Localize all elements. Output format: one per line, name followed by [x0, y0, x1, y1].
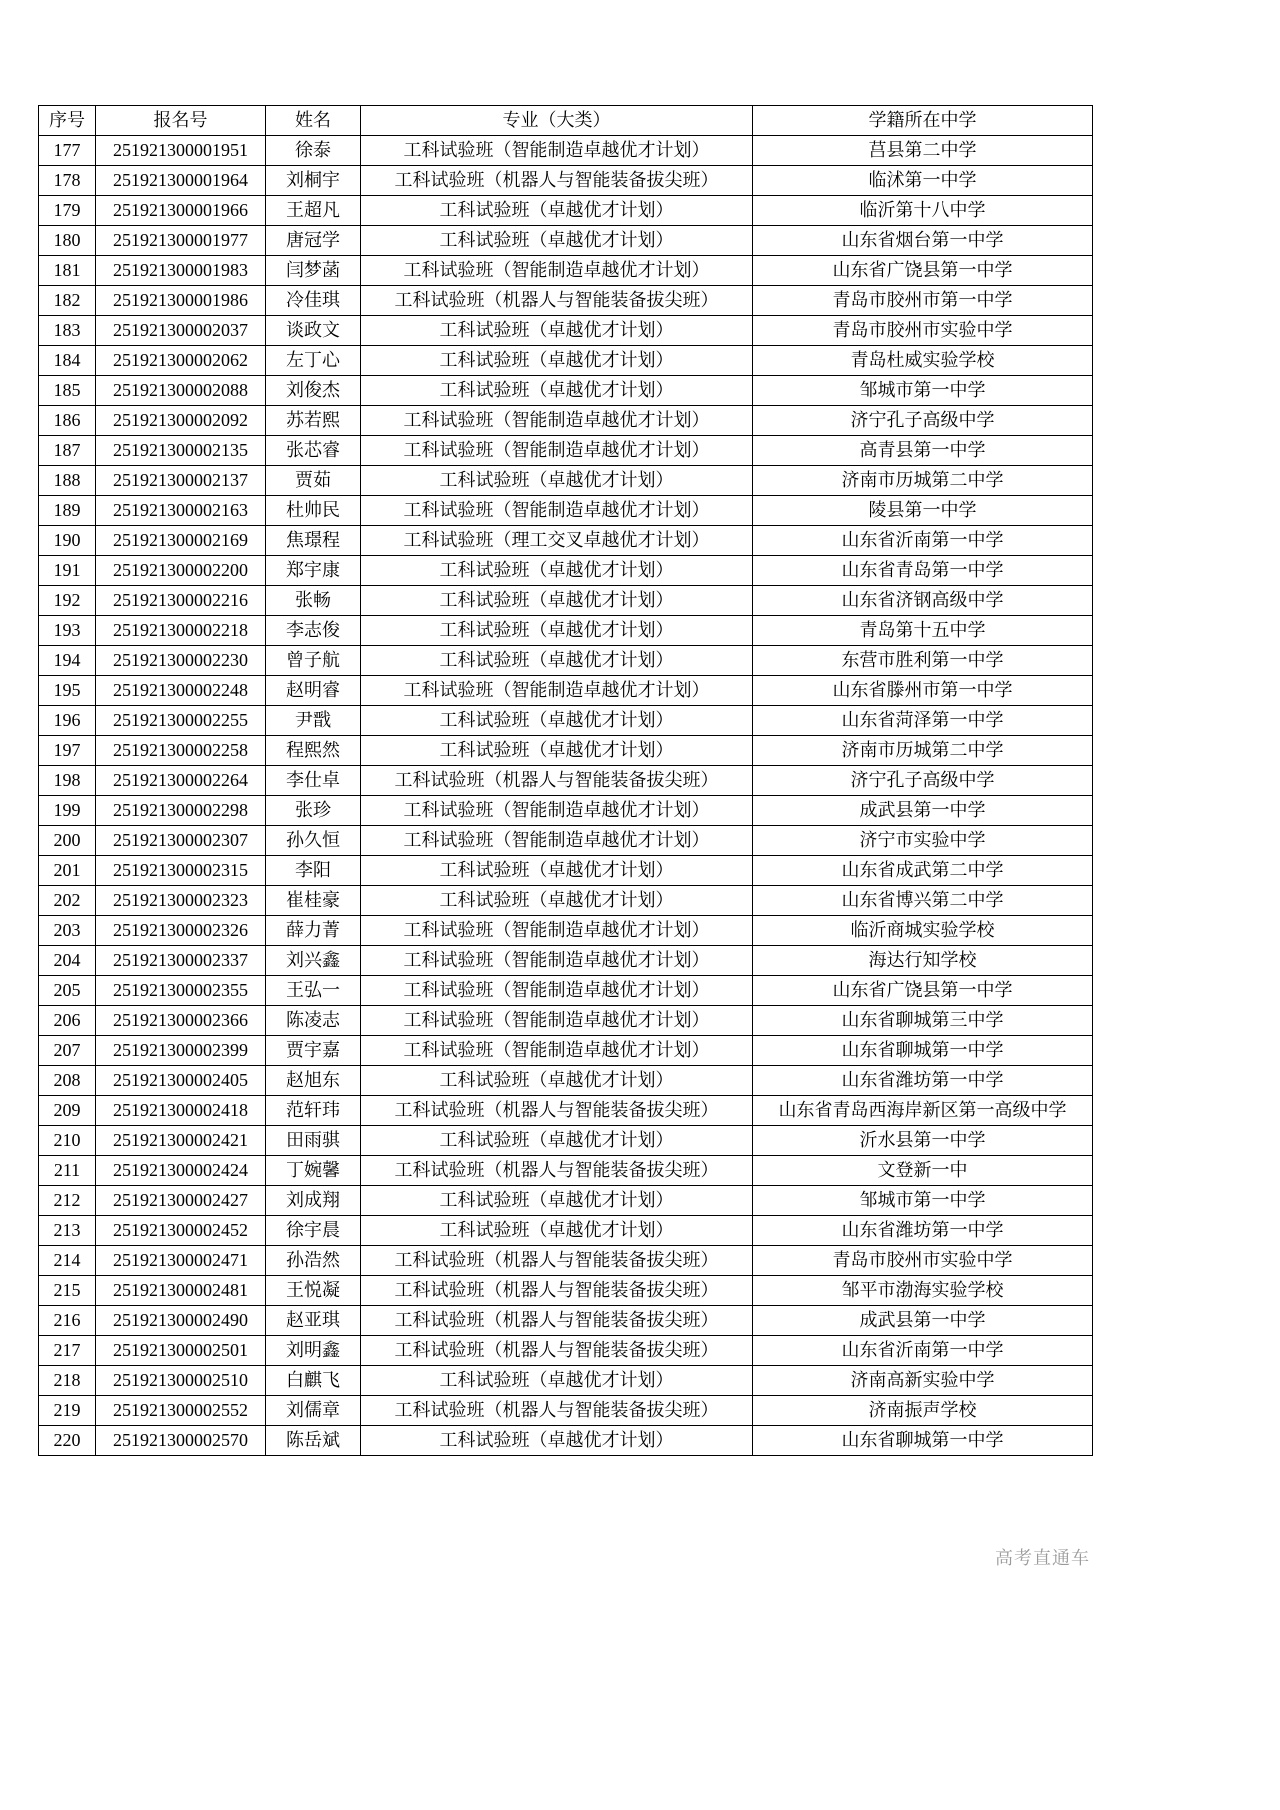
cell-major: 工科试验班（卓越优才计划）: [361, 316, 753, 346]
cell-major: 工科试验班（机器人与智能装备拔尖班）: [361, 766, 753, 796]
table-row: [39, 1036, 1093, 1066]
cell-major: 工科试验班（机器人与智能装备拔尖班）: [361, 1156, 753, 1186]
table-row: [39, 946, 1093, 976]
cell-index: 195: [39, 676, 96, 706]
cell-major: 工科试验班（智能制造卓越优才计划）: [361, 136, 753, 166]
table-row: [39, 286, 1093, 316]
table-row: [39, 886, 1093, 916]
cell-major: 工科试验班（卓越优才计划）: [361, 1426, 753, 1456]
cell-school: 青岛第十五中学: [753, 616, 1093, 646]
cell-major: 工科试验班（机器人与智能装备拔尖班）: [361, 1276, 753, 1306]
table-row: [39, 136, 1093, 166]
cell-major: 工科试验班（智能制造卓越优才计划）: [361, 436, 753, 466]
cell-name: 刘儒章: [266, 1396, 361, 1426]
cell-index: 177: [39, 136, 96, 166]
cell-name: 田雨骐: [266, 1126, 361, 1156]
cell-name: 杜帅民: [266, 496, 361, 526]
table-row: [39, 376, 1093, 406]
cell-school: 山东省潍坊第一中学: [753, 1066, 1093, 1096]
table-row: [39, 406, 1093, 436]
cell-regno: 251921300002137: [96, 466, 266, 496]
cell-index: 212: [39, 1186, 96, 1216]
cell-name: 苏若熙: [266, 406, 361, 436]
cell-index: 184: [39, 346, 96, 376]
cell-name: 程熙然: [266, 736, 361, 766]
cell-school: 莒县第二中学: [753, 136, 1093, 166]
cell-name: 徐宇晨: [266, 1216, 361, 1246]
cell-index: 204: [39, 946, 96, 976]
cell-regno: 251921300002258: [96, 736, 266, 766]
cell-regno: 251921300002255: [96, 706, 266, 736]
cell-regno: 251921300002366: [96, 1006, 266, 1036]
table-row: [39, 1156, 1093, 1186]
cell-name: 孙久恒: [266, 826, 361, 856]
table-row: [39, 526, 1093, 556]
cell-major: 工科试验班（卓越优才计划）: [361, 586, 753, 616]
cell-name: 张珍: [266, 796, 361, 826]
cell-name: 王弘一: [266, 976, 361, 1006]
cell-index: 220: [39, 1426, 96, 1456]
cell-school: 山东省广饶县第一中学: [753, 256, 1093, 286]
cell-name: 刘俊杰: [266, 376, 361, 406]
cell-regno: 251921300002421: [96, 1126, 266, 1156]
cell-major: 工科试验班（卓越优才计划）: [361, 376, 753, 406]
cell-major: 工科试验班（智能制造卓越优才计划）: [361, 496, 753, 526]
cell-name: 刘桐宇: [266, 166, 361, 196]
cell-school: 山东省成武第二中学: [753, 856, 1093, 886]
cell-index: 196: [39, 706, 96, 736]
cell-index: 213: [39, 1216, 96, 1246]
cell-index: 181: [39, 256, 96, 286]
cell-school: 济宁孔子高级中学: [753, 406, 1093, 436]
cell-school: 济南市历城第二中学: [753, 736, 1093, 766]
table-row: [39, 1396, 1093, 1426]
cell-name: 孙浩然: [266, 1246, 361, 1276]
cell-name: 张芯睿: [266, 436, 361, 466]
cell-major: 工科试验班（智能制造卓越优才计划）: [361, 796, 753, 826]
table-row: [39, 1096, 1093, 1126]
cell-major: 工科试验班（卓越优才计划）: [361, 1066, 753, 1096]
cell-major: 工科试验班（卓越优才计划）: [361, 1366, 753, 1396]
cell-major: 工科试验班（机器人与智能装备拔尖班）: [361, 1096, 753, 1126]
cell-major: 工科试验班（机器人与智能装备拔尖班）: [361, 1306, 753, 1336]
cell-school: 山东省沂南第一中学: [753, 1336, 1093, 1366]
table-row: [39, 1246, 1093, 1276]
cell-index: 191: [39, 556, 96, 586]
table-row: [39, 676, 1093, 706]
table-row: [39, 826, 1093, 856]
cell-name: 赵明睿: [266, 676, 361, 706]
table-row: [39, 856, 1093, 886]
cell-name: 刘成翔: [266, 1186, 361, 1216]
table-row: [39, 196, 1093, 226]
cell-major: 工科试验班（卓越优才计划）: [361, 1126, 753, 1156]
cell-index: 192: [39, 586, 96, 616]
cell-regno: 251921300002490: [96, 1306, 266, 1336]
table-row: [39, 976, 1093, 1006]
table-header-row: [39, 106, 1093, 136]
cell-regno: 251921300002218: [96, 616, 266, 646]
cell-name: 刘明鑫: [266, 1336, 361, 1366]
cell-major: 工科试验班（卓越优才计划）: [361, 646, 753, 676]
cell-school: 济南高新实验中学: [753, 1366, 1093, 1396]
cell-major: 工科试验班（机器人与智能装备拔尖班）: [361, 286, 753, 316]
cell-school: 临沭第一中学: [753, 166, 1093, 196]
cell-regno: 251921300001951: [96, 136, 266, 166]
table-row: [39, 1066, 1093, 1096]
cell-regno: 251921300002552: [96, 1396, 266, 1426]
cell-name: 赵亚琪: [266, 1306, 361, 1336]
cell-regno: 251921300002307: [96, 826, 266, 856]
roster-table-container: [38, 105, 1092, 1456]
cell-regno: 251921300002427: [96, 1186, 266, 1216]
cell-major: 工科试验班（理工交叉卓越优才计划）: [361, 526, 753, 556]
watermark-text: 高考直通车: [995, 1548, 1090, 1568]
cell-school: 山东省青岛第一中学: [753, 556, 1093, 586]
table-row: [39, 916, 1093, 946]
cell-index: 205: [39, 976, 96, 1006]
table-row: [39, 256, 1093, 286]
cell-index: 218: [39, 1366, 96, 1396]
header-major: 专业（大类）: [361, 106, 753, 136]
cell-regno: 251921300002405: [96, 1066, 266, 1096]
cell-regno: 251921300002418: [96, 1096, 266, 1126]
cell-school: 高青县第一中学: [753, 436, 1093, 466]
table-body: [39, 136, 1093, 1456]
table-row: [39, 766, 1093, 796]
cell-index: 209: [39, 1096, 96, 1126]
cell-index: 186: [39, 406, 96, 436]
cell-name: 李志俊: [266, 616, 361, 646]
cell-school: 山东省济钢高级中学: [753, 586, 1093, 616]
cell-major: 工科试验班（卓越优才计划）: [361, 556, 753, 586]
cell-name: 贾宇嘉: [266, 1036, 361, 1066]
roster-table: [38, 105, 1093, 1456]
table-row: [39, 166, 1093, 196]
table-row: [39, 586, 1093, 616]
table-row: [39, 1366, 1093, 1396]
cell-major: 工科试验班（机器人与智能装备拔尖班）: [361, 1336, 753, 1366]
cell-major: 工科试验班（机器人与智能装备拔尖班）: [361, 1396, 753, 1426]
cell-school: 青岛市胶州市实验中学: [753, 316, 1093, 346]
cell-regno: 251921300002399: [96, 1036, 266, 1066]
cell-name: 白麒飞: [266, 1366, 361, 1396]
cell-index: 206: [39, 1006, 96, 1036]
table-row: [39, 1186, 1093, 1216]
cell-name: 陈岳斌: [266, 1426, 361, 1456]
cell-index: 215: [39, 1276, 96, 1306]
cell-regno: 251921300002355: [96, 976, 266, 1006]
cell-name: 赵旭东: [266, 1066, 361, 1096]
cell-regno: 251921300002481: [96, 1276, 266, 1306]
cell-regno: 251921300002230: [96, 646, 266, 676]
cell-school: 成武县第一中学: [753, 1306, 1093, 1336]
cell-major: 工科试验班（智能制造卓越优才计划）: [361, 676, 753, 706]
table-row: [39, 436, 1093, 466]
cell-index: 203: [39, 916, 96, 946]
cell-school: 青岛杜威实验学校: [753, 346, 1093, 376]
table-row: [39, 646, 1093, 676]
cell-index: 200: [39, 826, 96, 856]
cell-school: 青岛市胶州市第一中学: [753, 286, 1093, 316]
cell-index: 189: [39, 496, 96, 526]
cell-major: 工科试验班（机器人与智能装备拔尖班）: [361, 166, 753, 196]
cell-index: 193: [39, 616, 96, 646]
cell-major: 工科试验班（智能制造卓越优才计划）: [361, 916, 753, 946]
cell-name: 尹戬: [266, 706, 361, 736]
cell-school: 山东省聊城第一中学: [753, 1036, 1093, 1066]
cell-name: 谈政文: [266, 316, 361, 346]
cell-name: 曾子航: [266, 646, 361, 676]
cell-index: 183: [39, 316, 96, 346]
table-row: [39, 1306, 1093, 1336]
cell-name: 李仕卓: [266, 766, 361, 796]
table-row: [39, 496, 1093, 526]
header-index: 序号: [39, 106, 96, 136]
cell-index: 198: [39, 766, 96, 796]
cell-index: 214: [39, 1246, 96, 1276]
cell-name: 王悦凝: [266, 1276, 361, 1306]
cell-regno: 251921300002315: [96, 856, 266, 886]
cell-regno: 251921300002424: [96, 1156, 266, 1186]
cell-school: 济南市历城第二中学: [753, 466, 1093, 496]
cell-index: 219: [39, 1396, 96, 1426]
cell-index: 210: [39, 1126, 96, 1156]
table-row: [39, 316, 1093, 346]
cell-index: 211: [39, 1156, 96, 1186]
cell-school: 海达行知学校: [753, 946, 1093, 976]
table-row: [39, 1126, 1093, 1156]
cell-name: 范轩玮: [266, 1096, 361, 1126]
header-name: 姓名: [266, 106, 361, 136]
cell-index: 180: [39, 226, 96, 256]
cell-index: 187: [39, 436, 96, 466]
cell-regno: 251921300001986: [96, 286, 266, 316]
cell-major: 工科试验班（智能制造卓越优才计划）: [361, 256, 753, 286]
cell-regno: 251921300002471: [96, 1246, 266, 1276]
cell-school: 山东省聊城第三中学: [753, 1006, 1093, 1036]
cell-major: 工科试验班（智能制造卓越优才计划）: [361, 976, 753, 1006]
table-row: [39, 1426, 1093, 1456]
cell-major: 工科试验班（智能制造卓越优才计划）: [361, 1006, 753, 1036]
cell-index: 197: [39, 736, 96, 766]
table-row: [39, 1216, 1093, 1246]
header-regno: 报名号: [96, 106, 266, 136]
cell-name: 焦璟程: [266, 526, 361, 556]
table-row: [39, 1276, 1093, 1306]
cell-index: 208: [39, 1066, 96, 1096]
cell-school: 临沂第十八中学: [753, 196, 1093, 226]
cell-index: 185: [39, 376, 96, 406]
cell-regno: 251921300002298: [96, 796, 266, 826]
cell-school: 山东省广饶县第一中学: [753, 976, 1093, 1006]
cell-index: 190: [39, 526, 96, 556]
cell-index: 194: [39, 646, 96, 676]
cell-major: 工科试验班（卓越优才计划）: [361, 466, 753, 496]
cell-school: 山东省滕州市第一中学: [753, 676, 1093, 706]
cell-regno: 251921300002135: [96, 436, 266, 466]
cell-major: 工科试验班（智能制造卓越优才计划）: [361, 406, 753, 436]
cell-regno: 251921300002337: [96, 946, 266, 976]
table-row: [39, 736, 1093, 766]
cell-name: 王超凡: [266, 196, 361, 226]
cell-regno: 251921300002248: [96, 676, 266, 706]
cell-regno: 251921300002088: [96, 376, 266, 406]
cell-regno: 251921300002570: [96, 1426, 266, 1456]
cell-major: 工科试验班（机器人与智能装备拔尖班）: [361, 1246, 753, 1276]
cell-regno: 251921300002092: [96, 406, 266, 436]
cell-school: 东营市胜利第一中学: [753, 646, 1093, 676]
cell-school: 山东省聊城第一中学: [753, 1426, 1093, 1456]
cell-major: 工科试验班（智能制造卓越优才计划）: [361, 946, 753, 976]
cell-regno: 251921300001966: [96, 196, 266, 226]
table-row: [39, 466, 1093, 496]
cell-major: 工科试验班（卓越优才计划）: [361, 706, 753, 736]
cell-regno: 251921300002326: [96, 916, 266, 946]
cell-school: 山东省博兴第二中学: [753, 886, 1093, 916]
cell-regno: 251921300001983: [96, 256, 266, 286]
cell-regno: 251921300001977: [96, 226, 266, 256]
cell-school: 临沂商城实验学校: [753, 916, 1093, 946]
cell-school: 山东省沂南第一中学: [753, 526, 1093, 556]
table-row: [39, 226, 1093, 256]
cell-major: 工科试验班（卓越优才计划）: [361, 616, 753, 646]
cell-name: 唐冠学: [266, 226, 361, 256]
table-row: [39, 616, 1093, 646]
cell-school: 文登新一中: [753, 1156, 1093, 1186]
cell-index: 182: [39, 286, 96, 316]
cell-name: 郑宇康: [266, 556, 361, 586]
cell-school: 邹平市渤海实验学校: [753, 1276, 1093, 1306]
cell-school: 山东省潍坊第一中学: [753, 1216, 1093, 1246]
cell-index: 188: [39, 466, 96, 496]
cell-name: 闫梦菡: [266, 256, 361, 286]
cell-school: 成武县第一中学: [753, 796, 1093, 826]
table-row: [39, 1336, 1093, 1366]
cell-name: 张畅: [266, 586, 361, 616]
cell-major: 工科试验班（智能制造卓越优才计划）: [361, 826, 753, 856]
cell-index: 201: [39, 856, 96, 886]
cell-name: 贾茹: [266, 466, 361, 496]
cell-school: 邹城市第一中学: [753, 1186, 1093, 1216]
cell-name: 丁婉馨: [266, 1156, 361, 1186]
cell-name: 冷佳琪: [266, 286, 361, 316]
cell-index: 207: [39, 1036, 96, 1066]
cell-regno: 251921300001964: [96, 166, 266, 196]
cell-school: 济宁孔子高级中学: [753, 766, 1093, 796]
cell-regno: 251921300002169: [96, 526, 266, 556]
cell-regno: 251921300002501: [96, 1336, 266, 1366]
cell-name: 陈凌志: [266, 1006, 361, 1036]
cell-regno: 251921300002264: [96, 766, 266, 796]
table-row: [39, 1006, 1093, 1036]
cell-major: 工科试验班（卓越优才计划）: [361, 856, 753, 886]
cell-school: 沂水县第一中学: [753, 1126, 1093, 1156]
table-row: [39, 706, 1093, 736]
cell-school: 山东省烟台第一中学: [753, 226, 1093, 256]
table-row: [39, 346, 1093, 376]
table-row: [39, 796, 1093, 826]
cell-name: 崔桂豪: [266, 886, 361, 916]
cell-regno: 251921300002163: [96, 496, 266, 526]
cell-index: 178: [39, 166, 96, 196]
table-row: [39, 556, 1093, 586]
cell-school: 济南振声学校: [753, 1396, 1093, 1426]
cell-index: 217: [39, 1336, 96, 1366]
cell-name: 刘兴鑫: [266, 946, 361, 976]
cell-name: 李阳: [266, 856, 361, 886]
cell-index: 179: [39, 196, 96, 226]
cell-major: 工科试验班（卓越优才计划）: [361, 1216, 753, 1246]
cell-name: 徐泰: [266, 136, 361, 166]
cell-major: 工科试验班（卓越优才计划）: [361, 196, 753, 226]
cell-major: 工科试验班（卓越优才计划）: [361, 346, 753, 376]
cell-regno: 251921300002452: [96, 1216, 266, 1246]
cell-regno: 251921300002323: [96, 886, 266, 916]
cell-major: 工科试验班（卓越优才计划）: [361, 736, 753, 766]
cell-major: 工科试验班（卓越优才计划）: [361, 886, 753, 916]
cell-regno: 251921300002200: [96, 556, 266, 586]
cell-major: 工科试验班（智能制造卓越优才计划）: [361, 1036, 753, 1066]
cell-school: 青岛市胶州市实验中学: [753, 1246, 1093, 1276]
cell-name: 左丁心: [266, 346, 361, 376]
cell-regno: 251921300002216: [96, 586, 266, 616]
cell-school: 邹城市第一中学: [753, 376, 1093, 406]
cell-regno: 251921300002510: [96, 1366, 266, 1396]
cell-index: 202: [39, 886, 96, 916]
cell-school: 山东省菏泽第一中学: [753, 706, 1093, 736]
table-header: [39, 106, 1093, 136]
cell-index: 199: [39, 796, 96, 826]
cell-school: 济宁市实验中学: [753, 826, 1093, 856]
cell-major: 工科试验班（卓越优才计划）: [361, 226, 753, 256]
cell-school: 山东省青岛西海岸新区第一高级中学: [753, 1096, 1093, 1126]
header-school: 学籍所在中学: [753, 106, 1093, 136]
cell-major: 工科试验班（卓越优才计划）: [361, 1186, 753, 1216]
cell-index: 216: [39, 1306, 96, 1336]
cell-school: 陵县第一中学: [753, 496, 1093, 526]
cell-regno: 251921300002062: [96, 346, 266, 376]
cell-regno: 251921300002037: [96, 316, 266, 346]
cell-name: 薛力菁: [266, 916, 361, 946]
